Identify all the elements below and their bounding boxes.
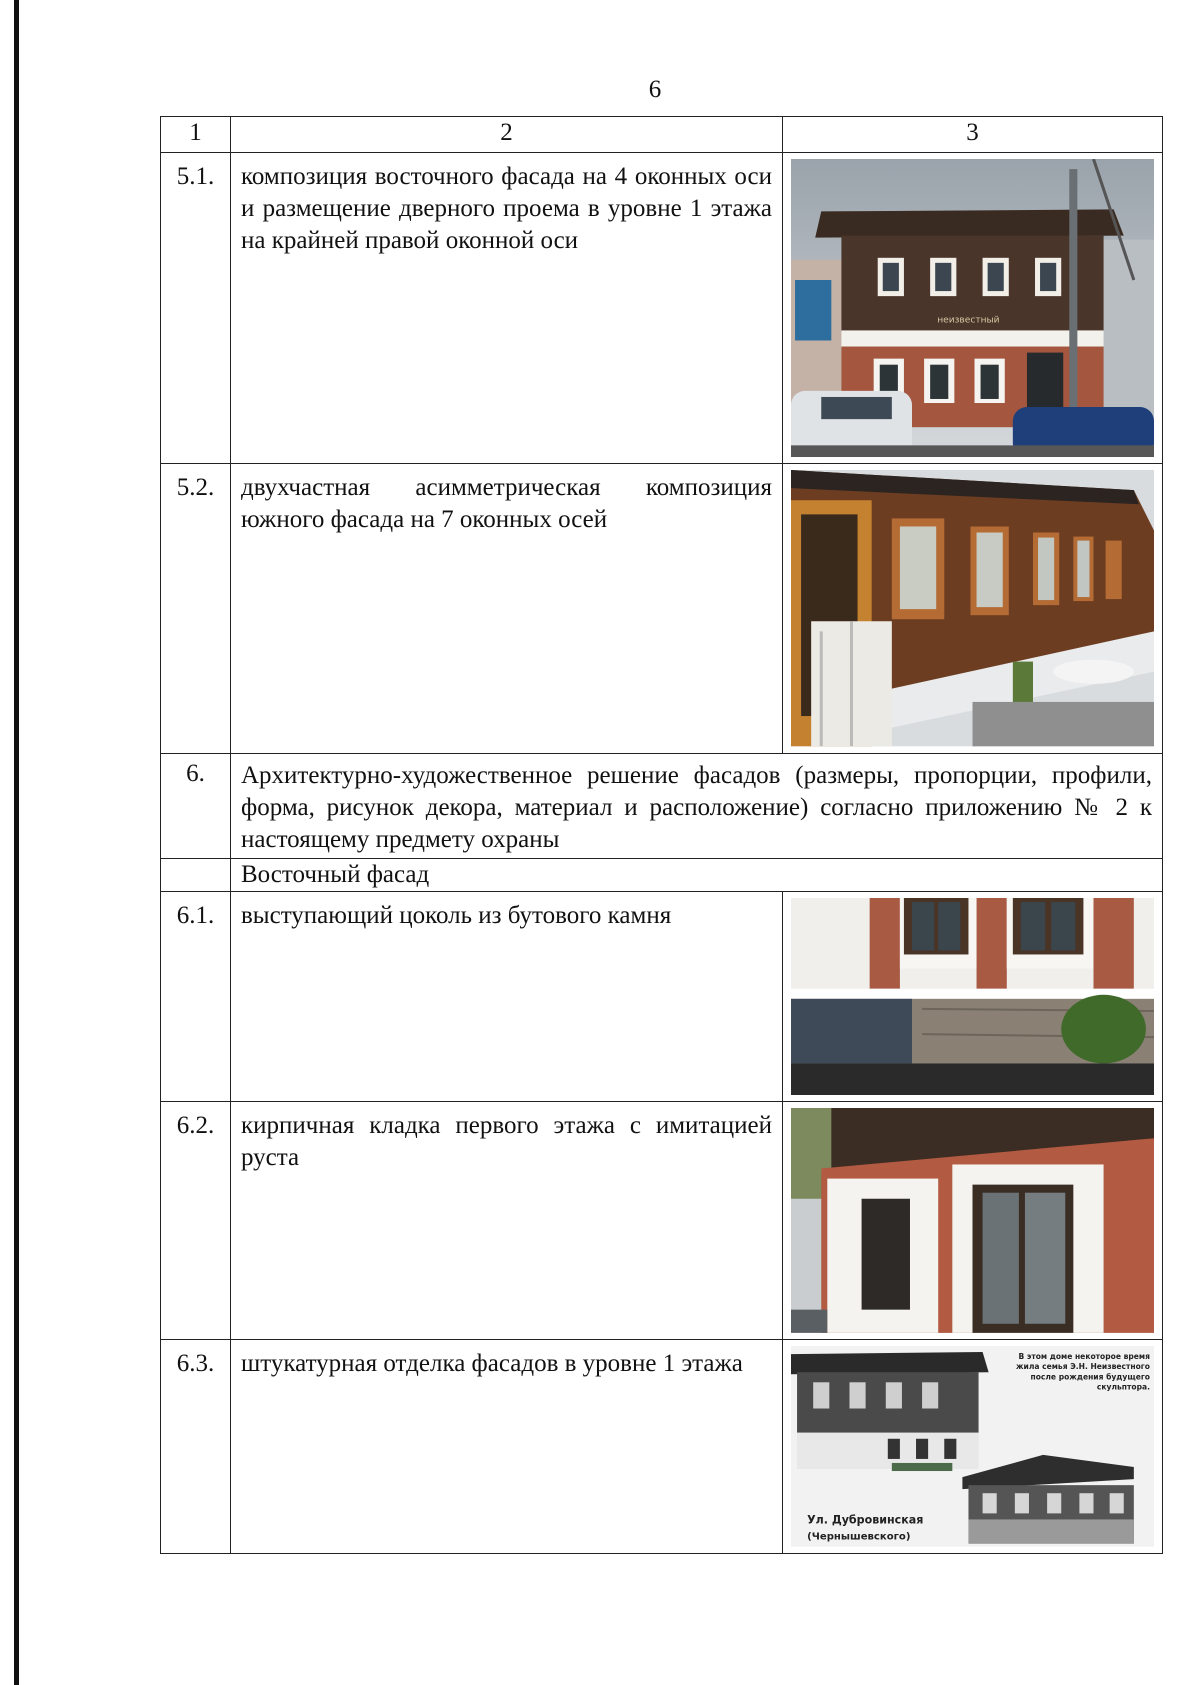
photo-cell <box>783 1340 1163 1554</box>
row-number <box>161 858 231 891</box>
table-row <box>161 753 1163 858</box>
row-text: композиция восточного фасада на 4 оконных оси и размещение дверного проема в уровне 1 этажа на крайней правой оконной оси <box>231 153 783 464</box>
photo-rubble-plinth <box>791 898 1154 1096</box>
photo-cell <box>783 891 1163 1102</box>
row-text: двухчастная асимметрическая композиция южного фасада на 7 оконных осей <box>231 464 783 753</box>
collage-caption: В этом доме некоторое время жила семья Э.Н. Неизвестного после рождения будущего скульптора. <box>1016 1352 1150 1392</box>
table-header-row <box>161 117 1163 153</box>
table-row <box>161 1340 1163 1554</box>
row-text: Архитектурно-художественное решение фасадов (размеры, пропорции, профили, форма, рисунок декора, материал и расположение) согласно приложению № 2 к настоящему предмету охраны <box>231 753 1163 858</box>
row-number: 5.2. <box>161 464 231 753</box>
row-text: кирпичная кладка первого этажа с имитацией руста <box>231 1102 783 1340</box>
table-row <box>161 153 1163 464</box>
photo-historical-collage <box>791 1346 1154 1547</box>
photo-cell <box>783 1102 1163 1340</box>
photo-cell <box>783 464 1163 753</box>
row-number: 6.3. <box>161 1340 231 1554</box>
table-row <box>161 891 1163 1102</box>
shop-sign: неизвестный <box>937 315 1000 326</box>
photo-south-facade <box>791 470 1154 746</box>
column-header: 3 <box>783 117 1163 153</box>
photo-cell <box>783 153 1163 464</box>
row-number: 6.2. <box>161 1102 231 1340</box>
row-number: 5.1. <box>161 153 231 464</box>
scan-edge <box>14 0 19 1685</box>
table-row <box>161 464 1163 753</box>
row-text: выступающий цоколь из бутового камня <box>231 891 783 1102</box>
column-header: 1 <box>161 117 231 153</box>
table-row <box>161 1102 1163 1340</box>
photo-brick-masonry <box>791 1108 1154 1333</box>
section-title: Восточный фасад <box>231 858 1163 891</box>
page-number: 6 <box>648 76 662 103</box>
row-number: 6. <box>161 753 231 858</box>
row-text: штукатурная отделка фасадов в уровне 1 этажа <box>231 1340 783 1554</box>
protection-subject-table <box>160 116 1163 1554</box>
photo-east-facade <box>791 159 1154 457</box>
table-row <box>161 858 1163 891</box>
row-number: 6.1. <box>161 891 231 1102</box>
column-header: 2 <box>231 117 783 153</box>
collage-street-old-name: (Чернышевского) <box>807 1531 911 1543</box>
collage-street-name: Ул. Дубровинская <box>807 1513 924 1527</box>
